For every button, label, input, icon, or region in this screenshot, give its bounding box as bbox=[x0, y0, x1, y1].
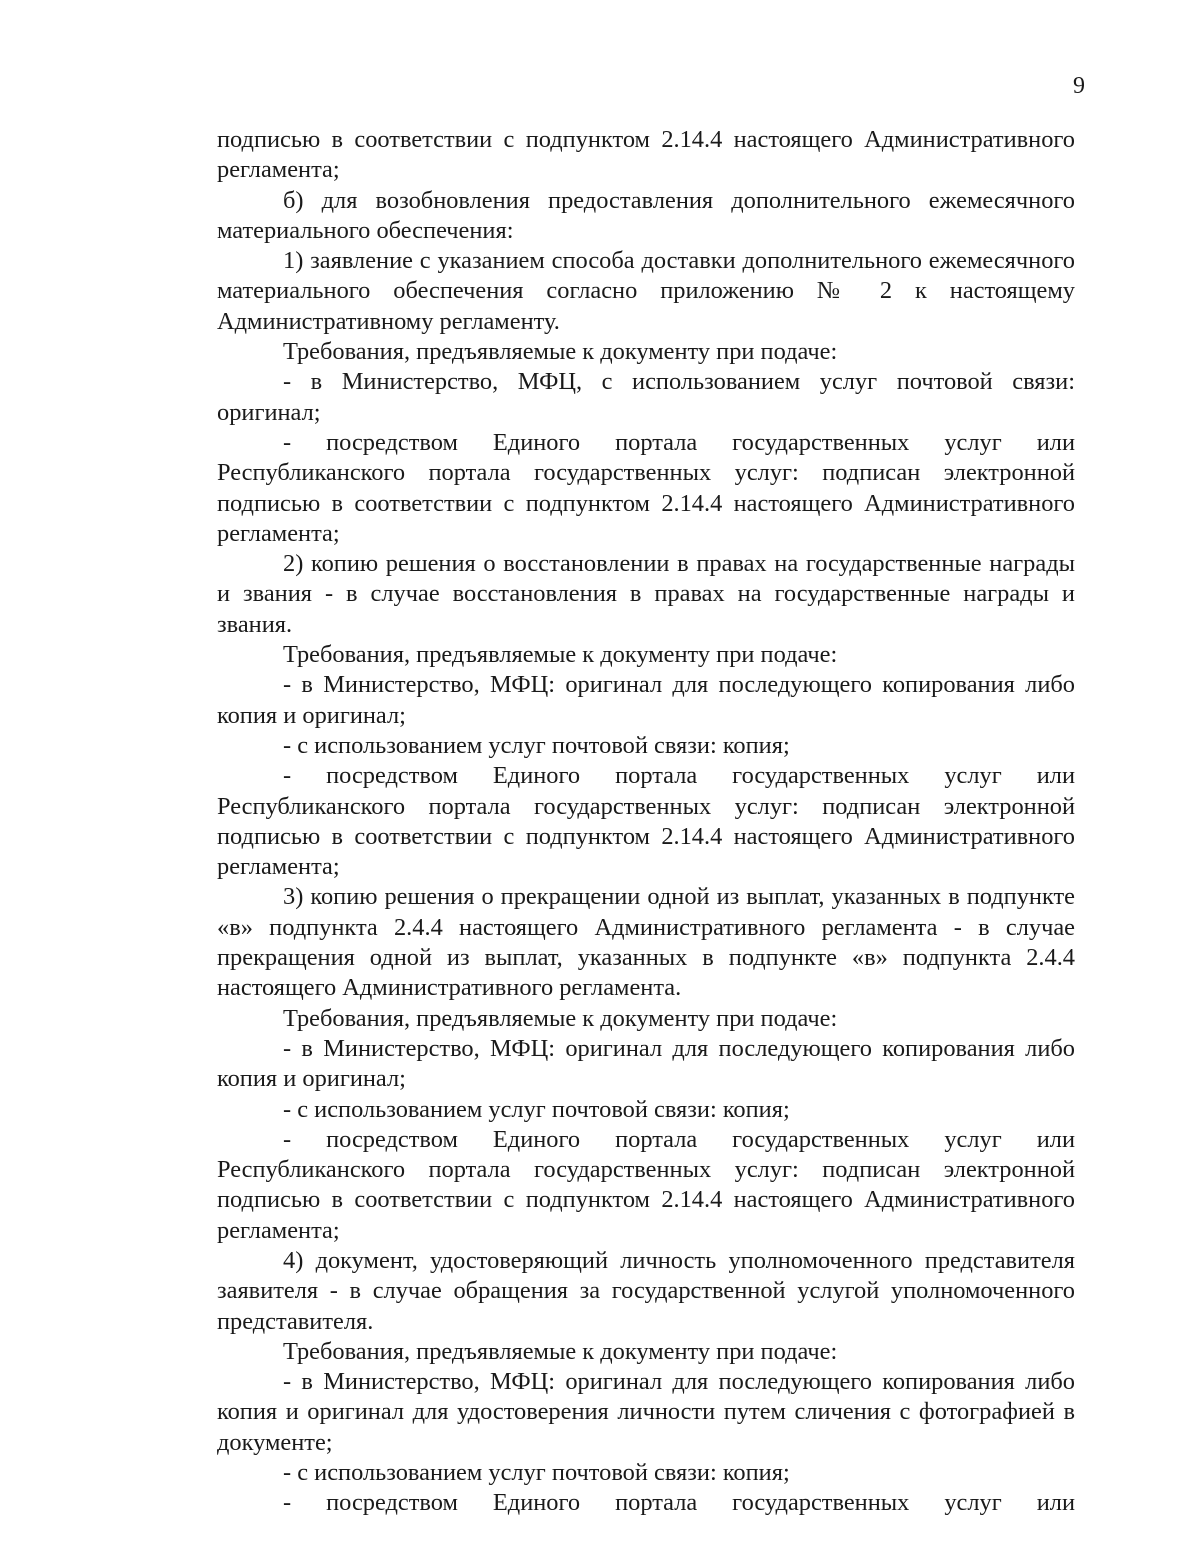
paragraph: - с использованием услуг почтовой связи: копия; bbox=[283, 731, 790, 759]
paragraph: - в Министерство, МФЦ: оригинал для последующего копирования либо копия и оригинал; bbox=[217, 1034, 1075, 1093]
paragraph: - посредством Единого портала государственных услуг или bbox=[283, 1489, 1075, 1517]
paragraph: Требования, предъявляемые к документу при подаче: bbox=[283, 641, 838, 669]
paragraph: - с использованием услуг почтовой связи: копия; bbox=[283, 1095, 790, 1123]
paragraph: - в Министерство, МФЦ: оригинал для последующего копирования либо копия и оригинал; bbox=[217, 671, 1075, 729]
paragraph: 2) копию решения о восстановлении в правах на государственные награды и звания - в случае восстановления в правах на государственные награды и звания. bbox=[217, 550, 1075, 638]
paragraph: Требования, предъявляемые к документу при подаче: bbox=[283, 1337, 838, 1365]
paragraph: Требования, предъявляемые к документу при подаче: bbox=[283, 338, 838, 366]
paragraph: подписью в соответствии с подпунктом 2.14.4 настоящего Административного регламента; bbox=[217, 126, 1075, 184]
paragraph: - посредством Единого портала государственных услуг или Республиканского портала государственных услуг: подписан электронной подписью в соответствии с подпунктом 2.14.4 настоящего Административного регламента; bbox=[217, 1125, 1075, 1244]
page-number: 9 bbox=[1073, 73, 1085, 99]
paragraph: - посредством Единого портала государственных услуг или Республиканского портала государственных услуг: подписан электронной подписью в соответствии с подпунктом 2.14.4 настоящего Административного регламента; bbox=[217, 428, 1075, 547]
document-body bbox=[217, 125, 1075, 1519]
paragraph: - в Министерство, МФЦ, с использованием услуг почтовой связи: оригинал; bbox=[217, 368, 1075, 426]
paragraph: б) для возобновления предоставления дополнительного ежемесячного материального обеспечения: bbox=[217, 186, 1075, 244]
paragraph: 3) копию решения о прекращении одной из выплат, указанных в подпункте «в» подпункта 2.4.4 настоящего Административного регламента - в случае прекращения одной из выплат, указанных в подпункте «в» подпункта 2.4.4 настоящего Административного регламента. bbox=[217, 883, 1075, 1002]
paragraph: - посредством Единого портала государственных услуг или Республиканского портала государственных услуг: подписан электронной подписью в соответствии с подпунктом 2.14.4 настоящего Административного регламента; bbox=[217, 762, 1075, 881]
paragraph: - с использованием услуг почтовой связи: копия; bbox=[283, 1459, 790, 1487]
paragraph: - в Министерство, МФЦ: оригинал для последующего копирования либо копия и оригинал для удостоверения личности путем сличения с фотографией в документе; bbox=[217, 1368, 1075, 1456]
paragraph: 4) документ, удостоверяющий личность уполномоченного представителя заявителя - в случае обращения за государственной услугой уполномоченного представителя. bbox=[217, 1246, 1075, 1335]
paragraph: Требования, предъявляемые к документу при подаче: bbox=[283, 1004, 838, 1032]
paragraph: 1) заявление с указанием способа доставки дополнительного ежемесячного материального обеспечения согласно приложению № 2 к настоящему Административному регламенту. bbox=[217, 247, 1075, 335]
